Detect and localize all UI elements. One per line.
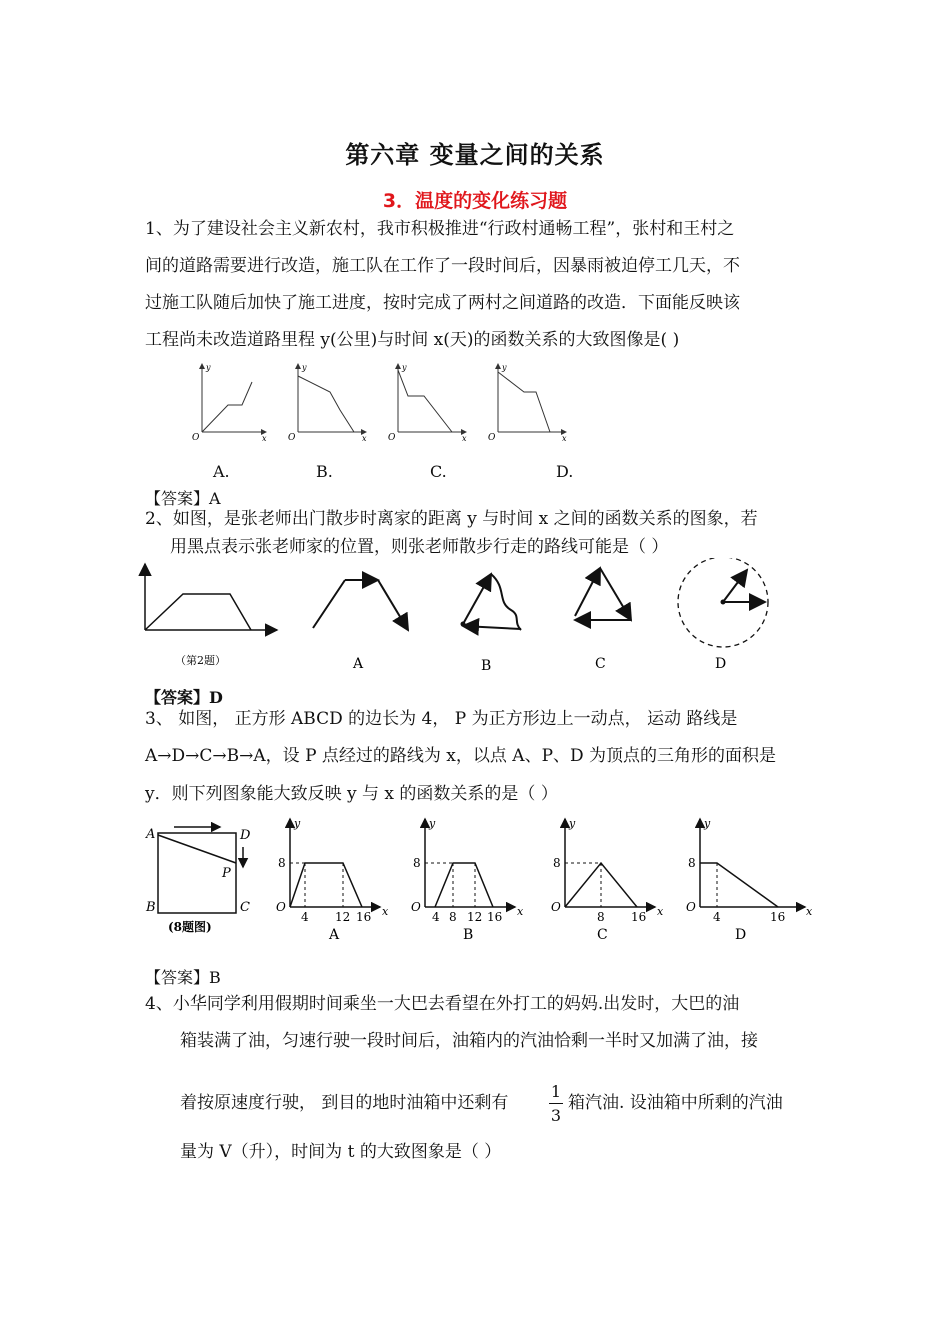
q3-answer [145, 965, 221, 988]
svg-text:4: 4 [301, 910, 309, 924]
answer-label: 【答案】 [145, 968, 210, 987]
svg-text:D: D [715, 656, 727, 672]
svg-text:8: 8 [413, 856, 421, 870]
q1-graph-c [388, 363, 467, 442]
svg-text:y: y [502, 363, 507, 372]
svg-text:B: B [481, 658, 492, 674]
q1-option-d: D. [556, 462, 574, 481]
svg-text:O: O [276, 900, 286, 914]
svg-text:（第2题）: （第2题） [175, 654, 226, 667]
svg-text:12: 12 [335, 910, 351, 924]
section-subtitle: 3．温度的变化练习题 [382, 190, 568, 212]
q1-option-b: B. [316, 462, 333, 481]
svg-text:x: x [517, 905, 524, 918]
svg-text:y: y [704, 817, 711, 830]
q4-line-2: 箱装满了油，匀速行驶一段时间后，油箱内的汽油恰剩一半时又加满了油，接 [180, 1031, 758, 1051]
svg-text:8: 8 [449, 910, 457, 924]
q4-line-3a: 着按原速度行驶， 到目的地时油箱中还剩有 [180, 1093, 509, 1113]
svg-text:B: B [146, 900, 156, 915]
svg-text:O: O [686, 900, 696, 914]
svg-text:y: y [402, 363, 407, 372]
q3-line-2: A→D→C→B→A，设 P 点经过的路线为 x，以点 A、P、D 为顶点的三角形的面积是 [145, 746, 777, 766]
answer-label: 【答案】 [145, 688, 210, 707]
q1-graph-d [488, 363, 567, 442]
svg-text:12: 12 [467, 910, 483, 924]
svg-text:O: O [388, 433, 396, 442]
q1-answer [145, 486, 221, 509]
svg-text:O: O [411, 900, 421, 914]
q3-graph-d [686, 817, 813, 943]
svg-text:16: 16 [631, 910, 647, 924]
svg-text:4: 4 [432, 910, 440, 924]
svg-text:(8题图): (8题图) [168, 920, 212, 934]
svg-text:16: 16 [770, 910, 786, 924]
q1-option-c: C. [430, 462, 447, 481]
q1-line-1: 1、为了建设社会主义新农村，我市积极推进“行政村通畅工程”，张村和王村之 [145, 219, 735, 239]
svg-text:y: y [294, 817, 301, 830]
svg-text:D: D [735, 927, 747, 943]
q2-line-2: 用黑点表示张老师家的位置，则张老师散步行走的路线可能是（ ） [170, 537, 669, 557]
q1-graph-b [288, 363, 367, 442]
q1-line-4: 工程尚未改造道路里程 y(公里)与时间 x(天)的函数关系的大致图像是( ) [145, 330, 680, 350]
q3-figures [140, 815, 820, 945]
svg-text:A: A [146, 827, 156, 842]
svg-text:8: 8 [278, 856, 286, 870]
q4-line-3b: 箱汽油. 设油箱中所剩的汽油 [568, 1093, 783, 1113]
answer-label: 【答案】 [145, 489, 210, 508]
q3-line-1: 3、 如图， 正方形 ABCD 的边长为 4， P 为正方形边上一动点， 运动 路线是 [145, 709, 738, 729]
q1-graphs [180, 360, 580, 442]
q1-line-2: 间的道路需要进行改造，施工队在工作了一段时间后，因暴雨被迫停工几天，不 [145, 256, 740, 276]
svg-text:8: 8 [553, 856, 561, 870]
svg-text:A: A [353, 656, 364, 672]
svg-text:8: 8 [597, 910, 605, 924]
svg-text:x: x [362, 434, 367, 442]
svg-text:O: O [192, 433, 200, 442]
q1-option-a: A. [213, 462, 230, 481]
page-title: 第六章 变量之间的关系 [345, 141, 605, 169]
fraction-bar [549, 1103, 563, 1104]
svg-text:P: P [222, 866, 231, 881]
fraction-numerator: 1 [550, 1082, 562, 1101]
q2-route-c [575, 568, 631, 620]
svg-text:y: y [206, 363, 211, 372]
answer-value: B [209, 968, 221, 987]
svg-text:O: O [288, 433, 296, 442]
svg-text:y: y [569, 817, 576, 830]
svg-text:x: x [462, 434, 467, 442]
answer-value: A [209, 489, 221, 508]
q2-route-a [313, 580, 408, 630]
q2-answer [145, 685, 223, 708]
svg-text:16: 16 [356, 910, 372, 924]
q2-route-d [678, 558, 768, 647]
q2-route-b [461, 574, 522, 630]
svg-text:x: x [382, 905, 389, 918]
q2-line-1: 2、如图，是张老师出门散步时离家的距离 y 与时间 x 之间的函数关系的图象，若 [145, 509, 758, 529]
svg-text:C: C [240, 900, 250, 915]
svg-text:B: B [463, 927, 474, 943]
svg-text:C: C [597, 927, 608, 943]
answer-value: D [209, 688, 223, 707]
q3-graph-a [276, 817, 389, 943]
svg-text:O: O [551, 900, 561, 914]
q1-line-3: 过施工队随后加快了施工进度，按时完成了两村之间道路的改造．下面能反映该 [145, 293, 740, 313]
q3-graph-b [411, 817, 524, 943]
q3-square-figure [145, 827, 251, 934]
svg-text:16: 16 [487, 910, 503, 924]
svg-text:8: 8 [688, 856, 696, 870]
svg-text:4: 4 [713, 910, 721, 924]
svg-text:O: O [488, 433, 496, 442]
q2-distance-time-graph [145, 564, 277, 630]
q1-graph-a [192, 363, 267, 442]
svg-text:y: y [302, 363, 307, 372]
svg-text:y: y [429, 817, 436, 830]
svg-text:x: x [657, 905, 664, 918]
svg-text:x: x [806, 905, 813, 918]
q2-figures [135, 558, 785, 678]
q4-line-4: 量为 V（升），时间为 t 的大致图象是（ ） [180, 1142, 502, 1162]
q4-line-1: 4、小华同学利用假期时间乘坐一大巴去看望在外打工的妈妈.出发时，大巴的油 [145, 994, 740, 1014]
fraction-denominator: 3 [550, 1106, 562, 1125]
svg-text:x: x [262, 434, 267, 442]
q3-line-3: y．则下列图象能大致反映 y 与 x 的函数关系的是（ ） [145, 784, 558, 804]
q3-graph-c [551, 817, 664, 943]
svg-text:C: C [595, 656, 606, 672]
svg-text:x: x [562, 434, 567, 442]
svg-text:D: D [240, 828, 251, 843]
svg-text:A: A [329, 927, 340, 943]
